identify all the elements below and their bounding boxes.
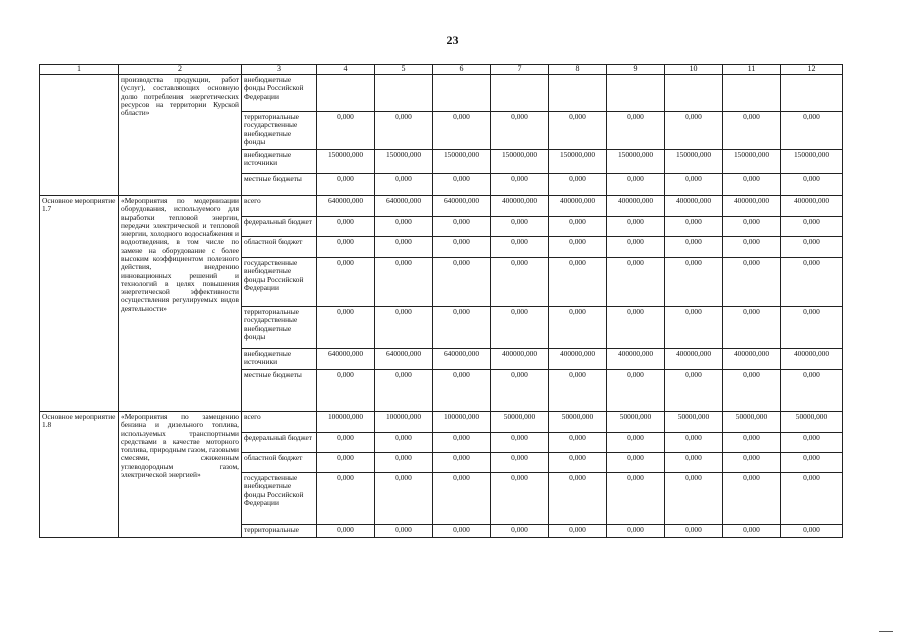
event-description-cell: «Мероприятия по модернизации оборудования, используемого для выработки тепловой энергии, передачи электрической и тепловой энергии, холодного водоснабжения и водоотведения, в том числе по замене на оборудование с более высоким коэффициентом полезного действия, внедрению инновационных решений и технологий в целях повышения энергетической эффективности осуществления регулируемых видов деятельности» <box>119 196 242 412</box>
amount-cell: 0,000 <box>781 307 843 349</box>
amount-cell: 0,000 <box>723 370 781 412</box>
amount-cell: 0,000 <box>433 258 491 307</box>
amount-cell: 400000,000 <box>723 349 781 370</box>
funding-source-cell: государственные внебюджетные фонды Российской Федерации <box>242 473 317 525</box>
amount-cell: 50000,000 <box>665 412 723 433</box>
amount-cell: 0,000 <box>549 525 607 538</box>
budget-table <box>39 64 843 538</box>
column-number-row <box>40 65 843 75</box>
amount-cell: 150000,000 <box>375 150 433 174</box>
amount-cell: 0,000 <box>491 453 549 473</box>
funding-source-cell: всего <box>242 412 317 433</box>
amount-cell: 0,000 <box>549 473 607 525</box>
amount-cell: 400000,000 <box>781 196 843 217</box>
column-number: 4 <box>317 65 375 75</box>
amount-cell: 0,000 <box>549 258 607 307</box>
amount-cell: 150000,000 <box>433 150 491 174</box>
amount-cell: 0,000 <box>549 217 607 237</box>
amount-cell: 0,000 <box>317 237 375 258</box>
amount-cell: 0,000 <box>607 112 665 150</box>
amount-cell: 400000,000 <box>491 349 549 370</box>
column-number: 3 <box>242 65 317 75</box>
amount-cell: 0,000 <box>433 307 491 349</box>
amount-cell: 0,000 <box>375 112 433 150</box>
amount-cell: 0,000 <box>781 525 843 538</box>
column-number: 6 <box>433 65 491 75</box>
amount-cell: 0,000 <box>491 237 549 258</box>
amount-cell: 400000,000 <box>549 349 607 370</box>
amount-cell: 400000,000 <box>665 196 723 217</box>
amount-cell: 0,000 <box>491 525 549 538</box>
amount-cell: 400000,000 <box>781 349 843 370</box>
amount-cell: 0,000 <box>433 112 491 150</box>
amount-cell: 0,000 <box>375 525 433 538</box>
amount-cell: 150000,000 <box>607 150 665 174</box>
amount-cell: 50000,000 <box>781 412 843 433</box>
funding-source-cell: внебюджетные источники <box>242 150 317 174</box>
amount-cell: 0,000 <box>433 473 491 525</box>
amount-cell: 0,000 <box>781 237 843 258</box>
amount-cell: 0,000 <box>375 237 433 258</box>
funding-source-cell: местные бюджеты <box>242 174 317 196</box>
amount-cell: 400000,000 <box>665 349 723 370</box>
amount-cell: 0,000 <box>607 525 665 538</box>
amount-cell: 0,000 <box>665 307 723 349</box>
funding-source-cell: территориальные <box>242 525 317 538</box>
amount-cell: 0,000 <box>723 307 781 349</box>
amount-cell: 400000,000 <box>607 196 665 217</box>
amount-cell: 0,000 <box>607 370 665 412</box>
amount-cell: 0,000 <box>665 525 723 538</box>
event-name-cell: Основное мероприятие 1.8 <box>40 412 119 538</box>
amount-cell: 0,000 <box>491 174 549 196</box>
amount-cell: 50000,000 <box>607 412 665 433</box>
funding-source-cell: внебюджетные источники <box>242 349 317 370</box>
funding-source-cell: федеральный бюджет <box>242 433 317 453</box>
amount-cell: 0,000 <box>723 433 781 453</box>
amount-cell: 0,000 <box>607 258 665 307</box>
column-number: 12 <box>781 65 843 75</box>
funding-source-cell: государственные внебюджетные фонды Российской Федерации <box>242 258 317 307</box>
funding-source-cell: федеральный бюджет <box>242 217 317 237</box>
column-number: 1 <box>40 65 119 75</box>
amount-cell: 0,000 <box>723 112 781 150</box>
amount-cell: 0,000 <box>375 433 433 453</box>
amount-cell: 0,000 <box>491 370 549 412</box>
amount-cell: 400000,000 <box>723 196 781 217</box>
amount-cell <box>433 75 491 112</box>
amount-cell <box>375 75 433 112</box>
amount-cell: 0,000 <box>375 258 433 307</box>
amount-cell: 0,000 <box>665 174 723 196</box>
amount-cell: 100000,000 <box>375 412 433 433</box>
amount-cell: 0,000 <box>607 473 665 525</box>
amount-cell: 0,000 <box>607 174 665 196</box>
amount-cell <box>723 75 781 112</box>
amount-cell: 400000,000 <box>491 196 549 217</box>
column-number: 11 <box>723 65 781 75</box>
funding-source-cell: территориальные государственные внебюджетные фонды <box>242 307 317 349</box>
amount-cell: 640000,000 <box>375 196 433 217</box>
amount-cell: 0,000 <box>723 453 781 473</box>
amount-cell: 0,000 <box>723 174 781 196</box>
amount-cell <box>317 75 375 112</box>
amount-cell: 640000,000 <box>317 349 375 370</box>
amount-cell: 0,000 <box>433 237 491 258</box>
amount-cell: 0,000 <box>781 112 843 150</box>
amount-cell: 0,000 <box>317 307 375 349</box>
amount-cell: 0,000 <box>723 258 781 307</box>
amount-cell: 0,000 <box>317 370 375 412</box>
amount-cell: 0,000 <box>607 433 665 453</box>
amount-cell: 0,000 <box>317 453 375 473</box>
amount-cell <box>781 75 843 112</box>
amount-cell: 150000,000 <box>723 150 781 174</box>
amount-cell: 50000,000 <box>723 412 781 433</box>
amount-cell: 150000,000 <box>491 150 549 174</box>
amount-cell: 0,000 <box>723 473 781 525</box>
amount-cell: 0,000 <box>781 370 843 412</box>
page-number: 23 <box>446 33 459 47</box>
amount-cell: 0,000 <box>491 307 549 349</box>
amount-cell: 0,000 <box>665 258 723 307</box>
funding-source-cell: местные бюджеты <box>242 370 317 412</box>
amount-cell: 0,000 <box>491 473 549 525</box>
amount-cell: 640000,000 <box>317 196 375 217</box>
event-description-cell: «Мероприятия по замещению бензина и дизельного топлива, используемых транспортными средствами в качестве моторного топлива, природным газом, газовыми смесями, сжиженным углеводородным газом, электрической энергией» <box>119 412 242 538</box>
funding-source-cell: внебюджетные фонды Российской Федерации <box>242 75 317 112</box>
event-name-cell <box>40 75 119 196</box>
funding-source-cell: областной бюджет <box>242 237 317 258</box>
amount-cell: 0,000 <box>433 453 491 473</box>
amount-cell: 0,000 <box>491 112 549 150</box>
amount-cell: 0,000 <box>607 453 665 473</box>
event-name-cell: Основное мероприятие 1.7 <box>40 196 119 412</box>
amount-cell: 0,000 <box>433 217 491 237</box>
amount-cell: 150000,000 <box>317 150 375 174</box>
amount-cell: 100000,000 <box>433 412 491 433</box>
amount-cell: 0,000 <box>375 370 433 412</box>
amount-cell: 0,000 <box>665 112 723 150</box>
column-number: 2 <box>119 65 242 75</box>
amount-cell: 0,000 <box>607 307 665 349</box>
amount-cell <box>549 75 607 112</box>
amount-cell: 0,000 <box>433 525 491 538</box>
amount-cell: 150000,000 <box>781 150 843 174</box>
amount-cell: 0,000 <box>549 370 607 412</box>
column-number: 10 <box>665 65 723 75</box>
amount-cell: 0,000 <box>781 453 843 473</box>
amount-cell: 0,000 <box>549 433 607 453</box>
amount-cell: 0,000 <box>723 217 781 237</box>
amount-cell: 640000,000 <box>433 196 491 217</box>
column-number: 5 <box>375 65 433 75</box>
column-number: 8 <box>549 65 607 75</box>
amount-cell: 0,000 <box>317 433 375 453</box>
amount-cell: 0,000 <box>665 370 723 412</box>
amount-cell: 0,000 <box>781 473 843 525</box>
amount-cell: 0,000 <box>491 433 549 453</box>
event-description-cell: производства продукции, работ (услуг), составляющих основную долю потребления энергетических ресурсов на территории Курской области» <box>119 75 242 196</box>
amount-cell: 0,000 <box>433 370 491 412</box>
amount-cell: 0,000 <box>607 217 665 237</box>
amount-cell: 0,000 <box>665 433 723 453</box>
amount-cell: 0,000 <box>665 237 723 258</box>
table-row <box>40 412 843 433</box>
amount-cell: 0,000 <box>317 473 375 525</box>
amount-cell <box>491 75 549 112</box>
table-row <box>40 196 843 217</box>
amount-cell: 0,000 <box>375 174 433 196</box>
table-row <box>40 75 843 112</box>
amount-cell: 0,000 <box>317 112 375 150</box>
amount-cell: 0,000 <box>665 473 723 525</box>
amount-cell: 0,000 <box>375 307 433 349</box>
amount-cell: 0,000 <box>317 174 375 196</box>
amount-cell: 0,000 <box>549 174 607 196</box>
amount-cell: 0,000 <box>317 525 375 538</box>
funding-source-cell: территориальные государственные внебюджетные фонды <box>242 112 317 150</box>
amount-cell: 0,000 <box>433 433 491 453</box>
amount-cell: 0,000 <box>723 237 781 258</box>
amount-cell: 0,000 <box>375 473 433 525</box>
amount-cell: 640000,000 <box>375 349 433 370</box>
amount-cell: 0,000 <box>665 217 723 237</box>
amount-cell: 0,000 <box>317 217 375 237</box>
column-number: 9 <box>607 65 665 75</box>
amount-cell: 640000,000 <box>433 349 491 370</box>
amount-cell: 0,000 <box>375 217 433 237</box>
funding-source-cell: всего <box>242 196 317 217</box>
amount-cell: 0,000 <box>375 453 433 473</box>
amount-cell: 400000,000 <box>607 349 665 370</box>
funding-source-cell: областной бюджет <box>242 453 317 473</box>
amount-cell: 0,000 <box>781 258 843 307</box>
amount-cell: 0,000 <box>491 258 549 307</box>
amount-cell: 0,000 <box>781 174 843 196</box>
scan-mark <box>879 631 893 632</box>
amount-cell: 0,000 <box>781 433 843 453</box>
amount-cell: 0,000 <box>549 453 607 473</box>
amount-cell <box>665 75 723 112</box>
amount-cell: 50000,000 <box>549 412 607 433</box>
amount-cell: 50000,000 <box>491 412 549 433</box>
amount-cell: 150000,000 <box>665 150 723 174</box>
amount-cell: 0,000 <box>665 453 723 473</box>
column-number: 7 <box>491 65 549 75</box>
amount-cell: 0,000 <box>723 525 781 538</box>
amount-cell <box>607 75 665 112</box>
amount-cell: 0,000 <box>781 217 843 237</box>
amount-cell: 0,000 <box>549 307 607 349</box>
amount-cell: 0,000 <box>317 258 375 307</box>
table-body <box>40 65 843 538</box>
amount-cell: 0,000 <box>607 237 665 258</box>
amount-cell: 0,000 <box>549 237 607 258</box>
amount-cell: 0,000 <box>549 112 607 150</box>
amount-cell: 400000,000 <box>549 196 607 217</box>
amount-cell: 0,000 <box>491 217 549 237</box>
amount-cell: 100000,000 <box>317 412 375 433</box>
amount-cell: 150000,000 <box>549 150 607 174</box>
amount-cell: 0,000 <box>433 174 491 196</box>
